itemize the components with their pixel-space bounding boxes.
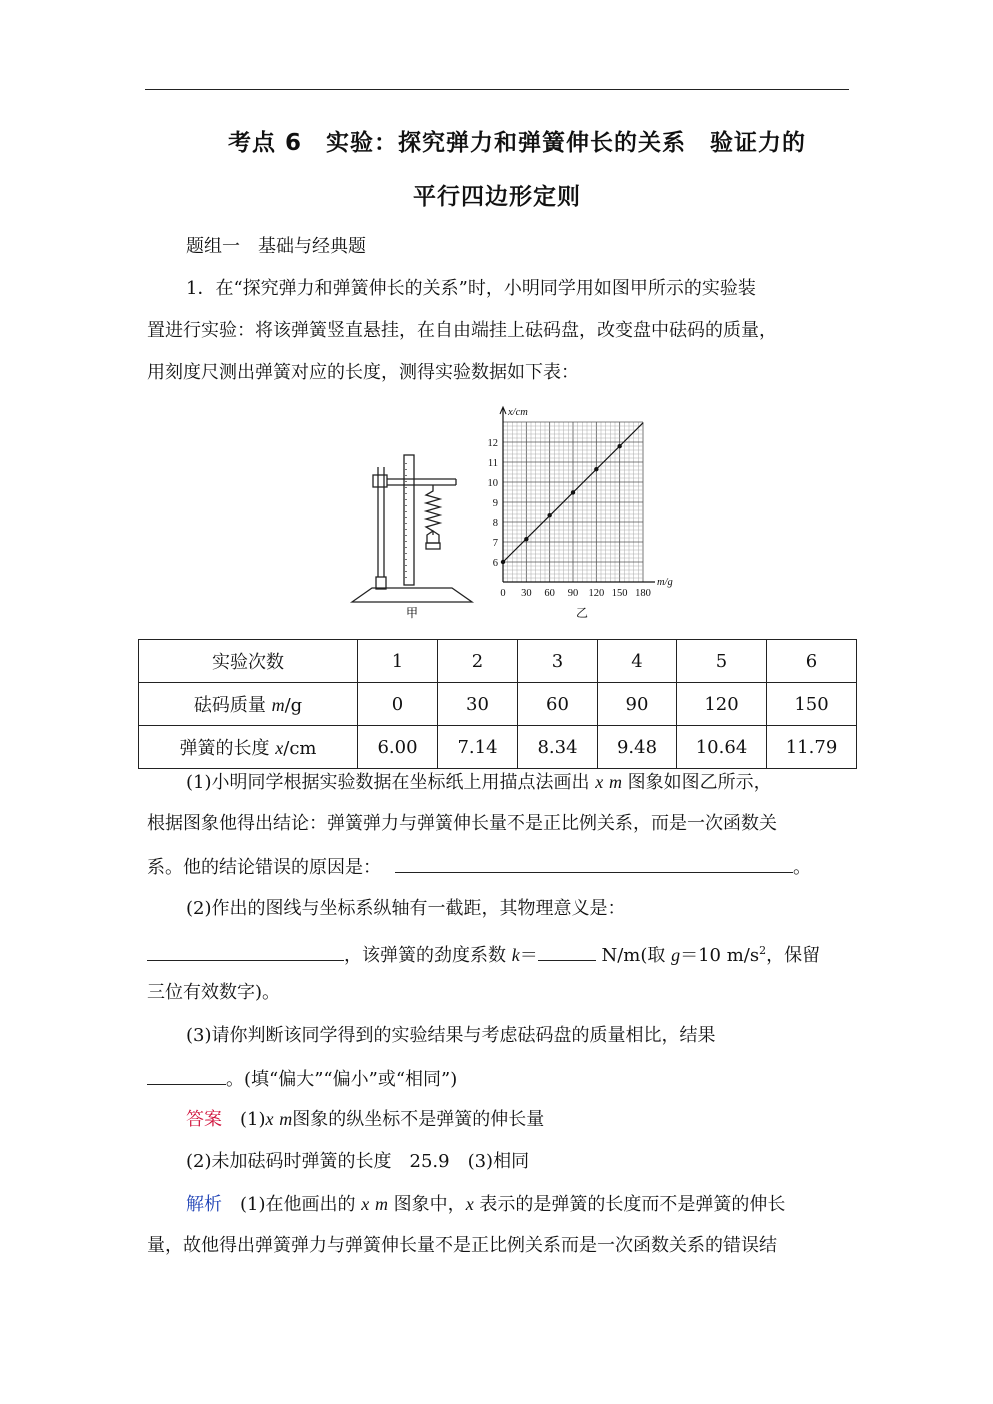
data-point [547, 513, 551, 517]
sub-question-1-line-1: (1)小明同学根据实验数据在坐标纸上用描点法画出 x m 图象如图乙所示， [186, 772, 772, 793]
question-intro-line-1: 1．在“探究弹力和弹簧伸长的关系”时，小明同学用如图甲所示的实验装 [186, 278, 756, 299]
table-cell: 7.14 [438, 726, 518, 769]
answer-tag: 答案 [186, 1109, 222, 1130]
table-cell: 120 [677, 683, 767, 726]
x-tick-label: 120 [588, 588, 605, 599]
y-tick-label: 7 [492, 538, 498, 549]
table-row [139, 683, 857, 726]
table-cell: 3 [518, 640, 598, 683]
answer-blank[interactable] [395, 854, 793, 873]
header-rule [145, 89, 849, 90]
page-title-line-1: 考点 6 实验：探究弹力和弹簧伸长的关系 验证力的 [227, 130, 806, 156]
analysis-line-1: 解析 (1)在他画出的 x m 图象中，x 表示的是弹簧的长度而不是弹簧的伸长 [186, 1194, 786, 1215]
x-axis-label: m/g [657, 577, 673, 588]
answer-line-1: 答案 (1)x m图象的纵坐标不是弹簧的伸长量 [186, 1109, 545, 1130]
sub-question-3-line-2: 。(填“偏大”“偏小”或“相同”) [147, 1066, 457, 1092]
figure-label-jia: 甲 [406, 606, 419, 620]
answer-blank[interactable] [147, 942, 344, 961]
table-row-header: 实验次数 [139, 640, 358, 683]
table-row [139, 640, 857, 683]
spring-apparatus-drawing [352, 455, 472, 602]
table-cell: 1 [358, 640, 438, 683]
x-tick-label: 180 [635, 588, 651, 599]
data-point [617, 444, 621, 448]
table-cell: 6.00 [358, 726, 438, 769]
y-tick-label: 6 [492, 558, 498, 569]
table-cell: 11.79 [767, 726, 857, 769]
y-tick-label: 12 [487, 438, 498, 449]
data-point [524, 537, 528, 541]
section-heading: 题组一 基础与经典题 [186, 236, 366, 257]
graph-yi [488, 407, 673, 620]
x-tick-label: 0 [500, 588, 506, 599]
sub-question-2-line-3: 三位有效数字)。 [147, 982, 281, 1003]
answer-blank[interactable] [147, 1066, 226, 1085]
sub-question-1-line-2: 根据图象他得出结论：弹簧弹力与弹簧伸长量不是正比例关系，而是一次函数关 [147, 813, 777, 834]
table-cell: 30 [438, 683, 518, 726]
data-point [594, 467, 598, 471]
sub-question-2-line-1: (2)作出的图线与坐标系纵轴有一截距，其物理意义是： [186, 898, 626, 919]
experiment-figure [340, 405, 690, 625]
x-tick-label: 90 [567, 588, 579, 599]
sub-question-3-line-1: (3)请你判断该同学得到的实验结果与考虑砝码盘的质量相比，结果 [186, 1025, 716, 1046]
table-cell: 5 [677, 640, 767, 683]
sub-question-1-line-3: 系。他的结论错误的原因是： 。 [147, 854, 811, 880]
y-axis-label: x/cm [508, 407, 528, 418]
table-cell: 9.48 [598, 726, 677, 769]
analysis-line-2: 量，故他得出弹簧弹力与弹簧伸长量不是正比例关系而是一次函数关系的错误结 [147, 1235, 777, 1256]
x-tick-label: 30 [521, 588, 532, 599]
sub-question-2-line-2: ，该弹簧的劲度系数 k＝ N/m(取 g＝10 $m/s^2$，保留 [147, 939, 820, 968]
table-cell: 2 [438, 640, 518, 683]
y-tick-label: 9 [492, 498, 498, 509]
table-cell: 10.64 [677, 726, 767, 769]
analysis-tag: 解析 [186, 1194, 222, 1215]
answer-line-2: (2)未加砝码时弹簧的长度 25.9 (3)相同 [186, 1151, 530, 1172]
data-point [571, 490, 575, 494]
question-intro-line-3: 用刻度尺测出弹簧对应的长度，测得实验数据如下表： [147, 362, 579, 383]
table-row [139, 726, 857, 769]
table-cell: 6 [767, 640, 857, 683]
figure-label-yi: 乙 [576, 606, 589, 620]
table-cell: 60 [518, 683, 598, 726]
x-tick-label: 60 [544, 588, 555, 599]
y-tick-label: 11 [487, 458, 498, 469]
data-point [501, 560, 505, 564]
x-tick-label: 150 [611, 588, 628, 599]
data-table [138, 639, 857, 769]
table-cell: 0 [358, 683, 438, 726]
y-tick-label: 8 [492, 518, 498, 529]
table-row-header: 砝码质量 m/g [139, 683, 358, 726]
y-tick-label: 10 [487, 478, 498, 489]
table-cell: 150 [767, 683, 857, 726]
answer-blank[interactable] [538, 942, 596, 961]
page-title-line-2: 平行四边形定则 [413, 184, 581, 210]
table-cell: 4 [598, 640, 677, 683]
table-row-header: 弹簧的长度 x/cm [139, 726, 358, 769]
question-intro-line-2: 置进行实验：将该弹簧竖直悬挂，在自由端挂上砝码盘，改变盘中砝码的质量， [147, 320, 777, 341]
table-cell: 90 [598, 683, 677, 726]
table-cell: 8.34 [518, 726, 598, 769]
